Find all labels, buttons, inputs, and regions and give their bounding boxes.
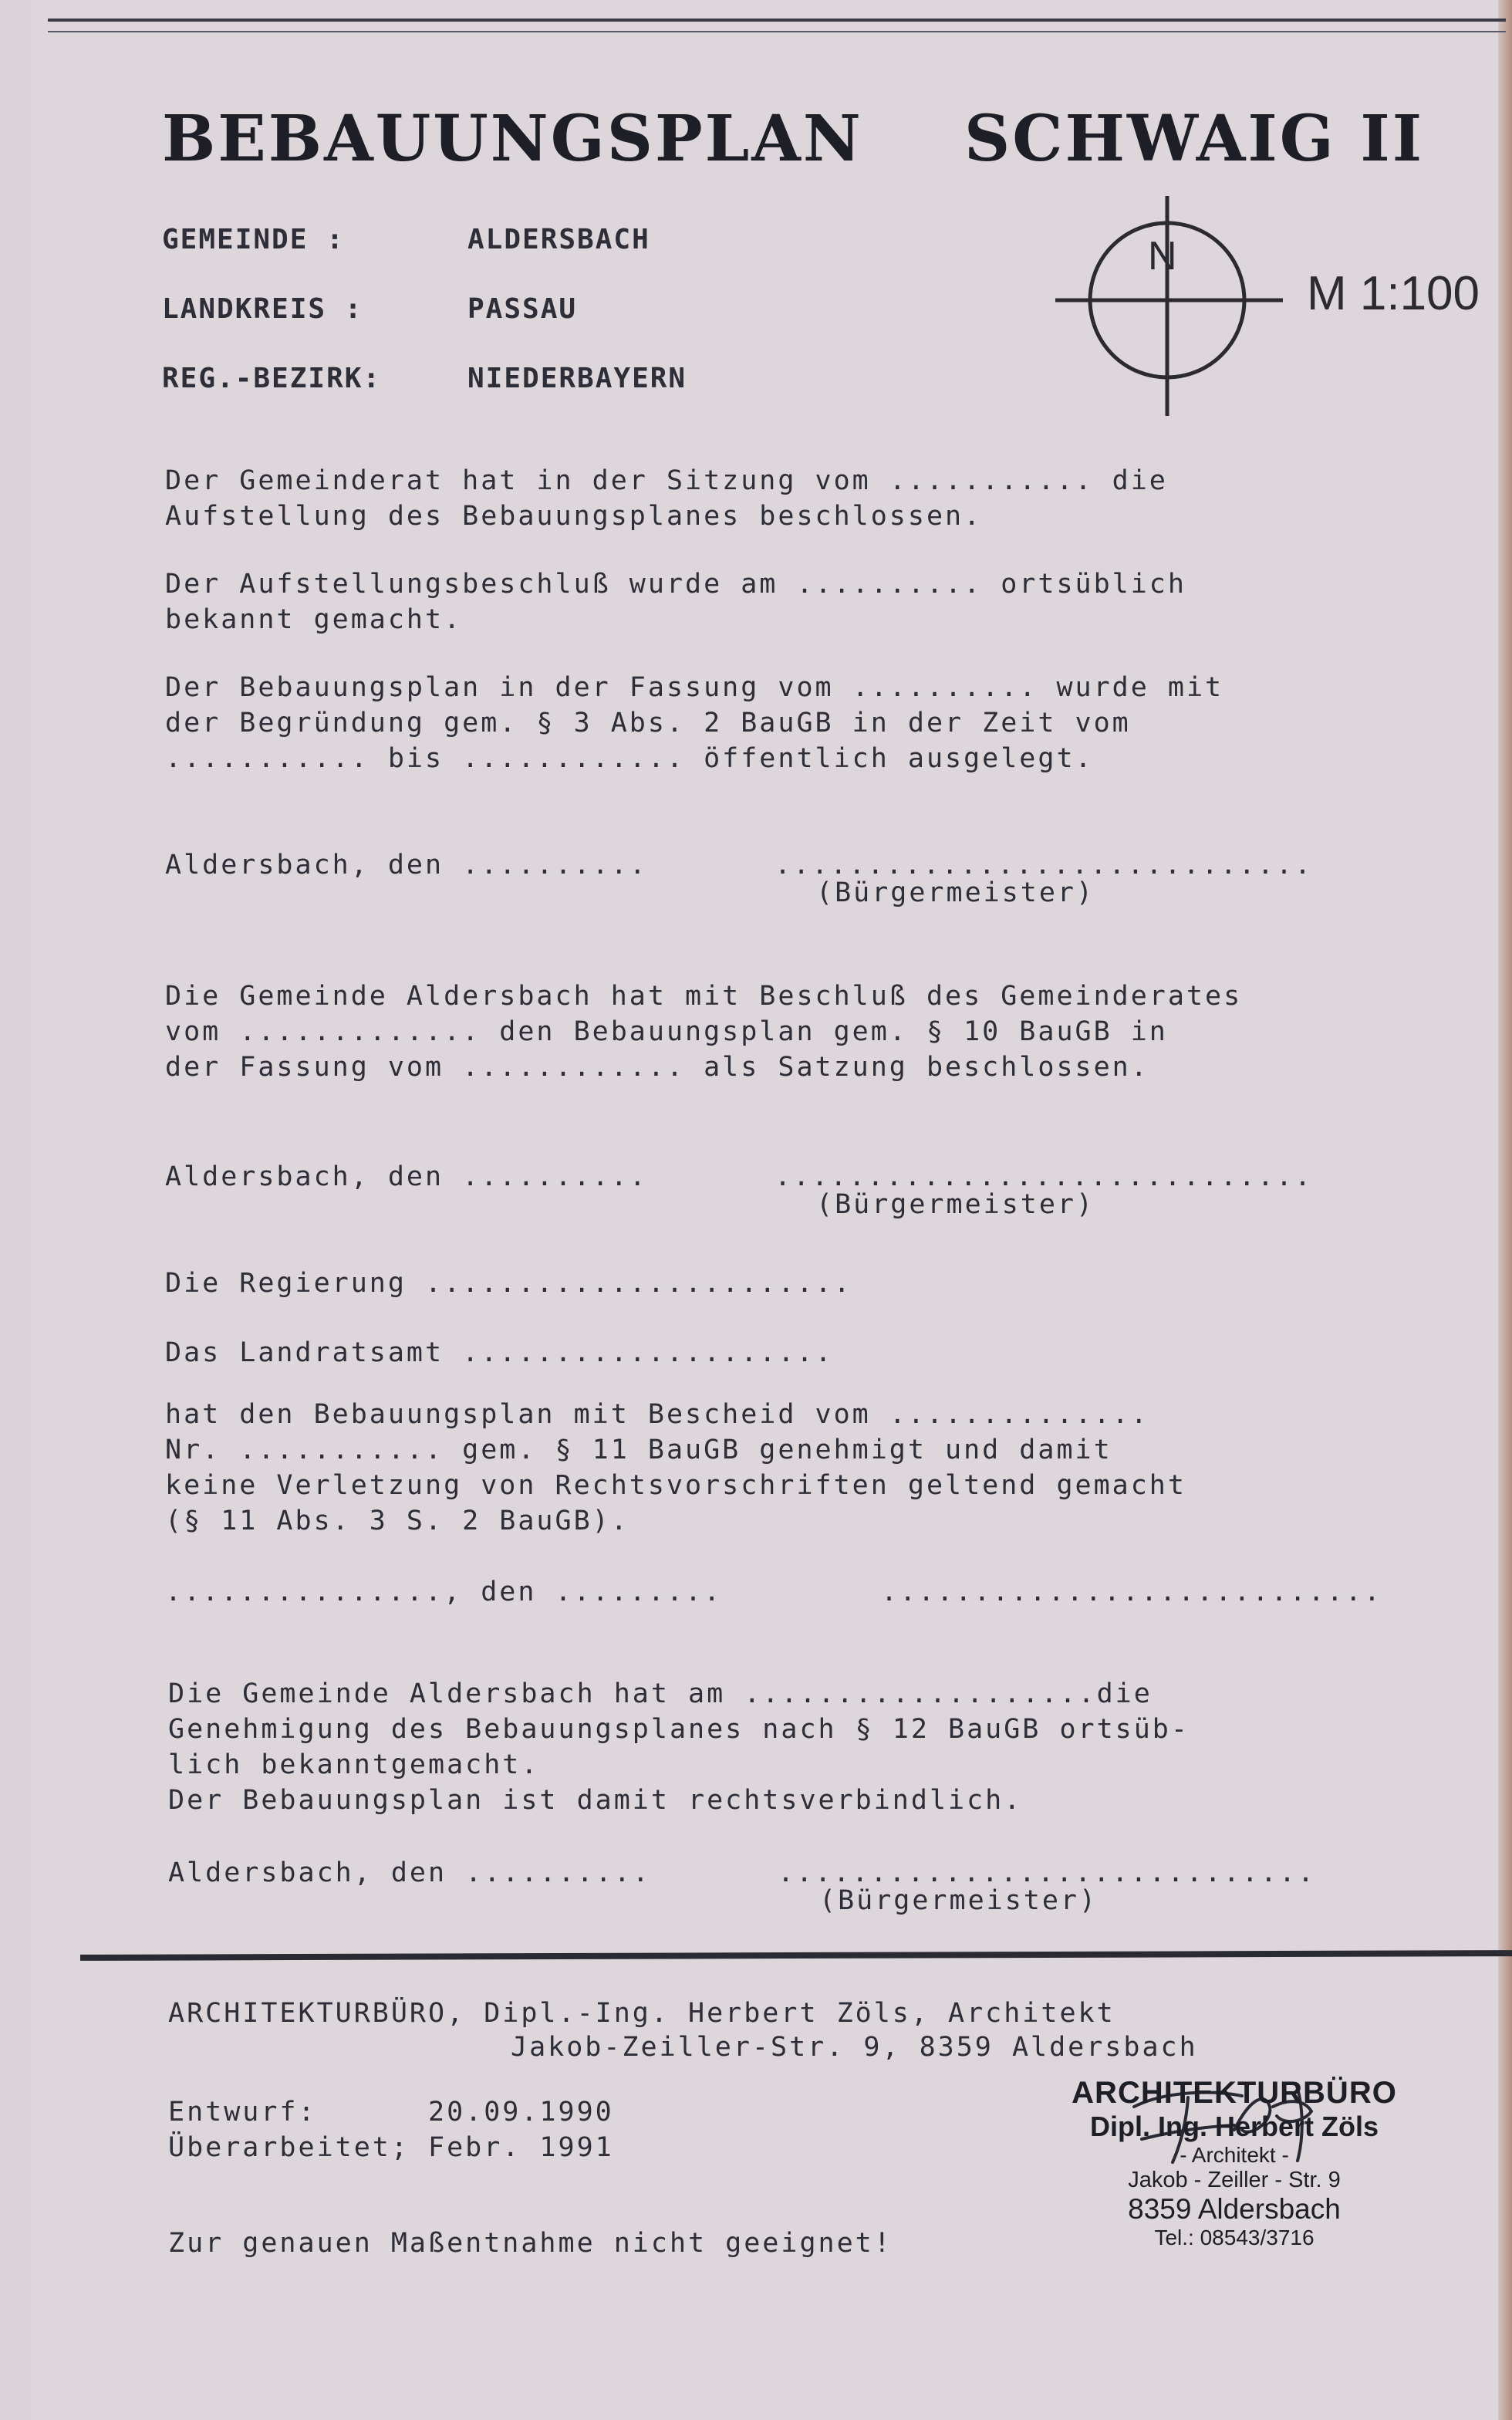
paragraph-rechtsverbindlich: Die Gemeinde Aldersbach hat am ...................die Genehmigung des Bebauungsplanes nach § 12 BauGB ortsüb- lich bekanntgemacht. Der Bebauungsplan ist damit rechtsverbindlich. xyxy=(168,1678,1190,1816)
stamp-line-6: Tel.: 08543/3716 xyxy=(1154,2226,1315,2249)
paragraph-aufstellung: Der Gemeinderat hat in der Sitzung vom ........... die Aufstellung des Bebauungsplanes beschlossen. xyxy=(165,465,1168,532)
plan-name: SCHWAIG II xyxy=(964,102,1425,176)
landkreis-value: PASSAU xyxy=(467,293,578,325)
top-rule-thin xyxy=(48,31,1506,32)
revision-date: Überarbeitet; Febr. 1991 xyxy=(168,2132,614,2163)
stamp-line-5: 8359 Aldersbach xyxy=(1128,2193,1341,2225)
architect-stamp xyxy=(1026,2076,1443,2250)
draft-date: Entwurf: 20.09.1990 xyxy=(168,2097,614,2128)
gemeinde-label: GEMEINDE : xyxy=(162,224,345,255)
office-line-2: Jakob-Zeiller-Str. 9, 8359 Aldersbach xyxy=(511,2032,1198,2063)
measurement-warning: Zur genauen Maßentnahme nicht geeignet! xyxy=(168,2228,893,2259)
landratsamt-line: Das Landratsamt .................... xyxy=(165,1337,834,1368)
landkreis-label: LANDKREIS : xyxy=(162,293,363,325)
top-rule xyxy=(48,19,1506,22)
signature-line-3: ........................... xyxy=(881,1577,1382,1607)
paragraph-genehmigung: hat den Bebauungsplan mit Bescheid vom .............. Nr. ........... gem. § 11 BauGB genehmigt und damit keine Verletzung von Rechtsvorschriften geltend gemacht (§ 11 Abs. 3 S. 2 BauGB). xyxy=(165,1399,1186,1536)
signature-place-date-4: Aldersbach, den .......... xyxy=(168,1857,651,1888)
regierung-line: Die Regierung ....................... xyxy=(165,1268,852,1299)
signature-line-1: ............................. xyxy=(775,850,1314,880)
gemeinde-value: ALDERSBACH xyxy=(467,224,650,255)
stamp-line-4: Jakob - Zeiller - Str. 9 xyxy=(1128,2168,1341,2192)
signature-place-date-3: ..............., den ......... xyxy=(165,1577,723,1607)
signature-line-4: ............................. xyxy=(778,1857,1317,1888)
stamp-line-3: - Architekt - xyxy=(1180,2143,1289,2167)
paragraph-satzung: Die Gemeinde Aldersbach hat mit Beschluß des Gemeinderates vom ............. den Bebauungsplan gem. § 10 BauGB in der Fassung vom ............ als Satzung beschlossen. xyxy=(165,981,1243,1083)
office-line-1: ARCHITEKTURBÜRO, Dipl.-Ing. Herbert Zöls, Architekt xyxy=(168,1998,1115,2029)
signature-line-2: ............................. xyxy=(775,1161,1314,1192)
north-arrow-icon xyxy=(1055,196,1287,420)
signature-place-date-2: Aldersbach, den .......... xyxy=(165,1161,648,1192)
scale-label: M 1:100 xyxy=(1307,267,1480,320)
stamp-line-2: Dipl. Ing. Herbert Zöls xyxy=(1089,2111,1379,2142)
north-letter: N xyxy=(1148,234,1177,279)
signature-place-date-1: Aldersbach, den .......... xyxy=(165,850,648,880)
paragraph-bekanntmachung: Der Aufstellungsbeschluß wurde am .......... ortsüblich bekannt gemacht. xyxy=(165,569,1186,635)
bezirk-value: NIEDERBAYERN xyxy=(467,363,687,394)
paragraph-auslegung: Der Bebauungsplan in der Fassung vom .......... wurde mit der Begründung gem. § 3 Abs. 2 BauGB in der Zeit vom ........... bis ............ öffentlich ausgelegt. xyxy=(165,672,1224,774)
signature-role-4: (Bürgermeister) xyxy=(819,1885,1099,1916)
page-edge xyxy=(1498,0,1512,2420)
stamp-line-1: ARCHITEKTURBÜRO xyxy=(1072,2076,1397,2110)
plan-title: BEBAUUNGSPLAN xyxy=(162,102,863,176)
signature-role-2: (Bürgermeister) xyxy=(816,1189,1095,1220)
signature-role-1: (Bürgermeister) xyxy=(816,877,1095,908)
bezirk-label: REG.-BEZIRK: xyxy=(162,363,382,394)
